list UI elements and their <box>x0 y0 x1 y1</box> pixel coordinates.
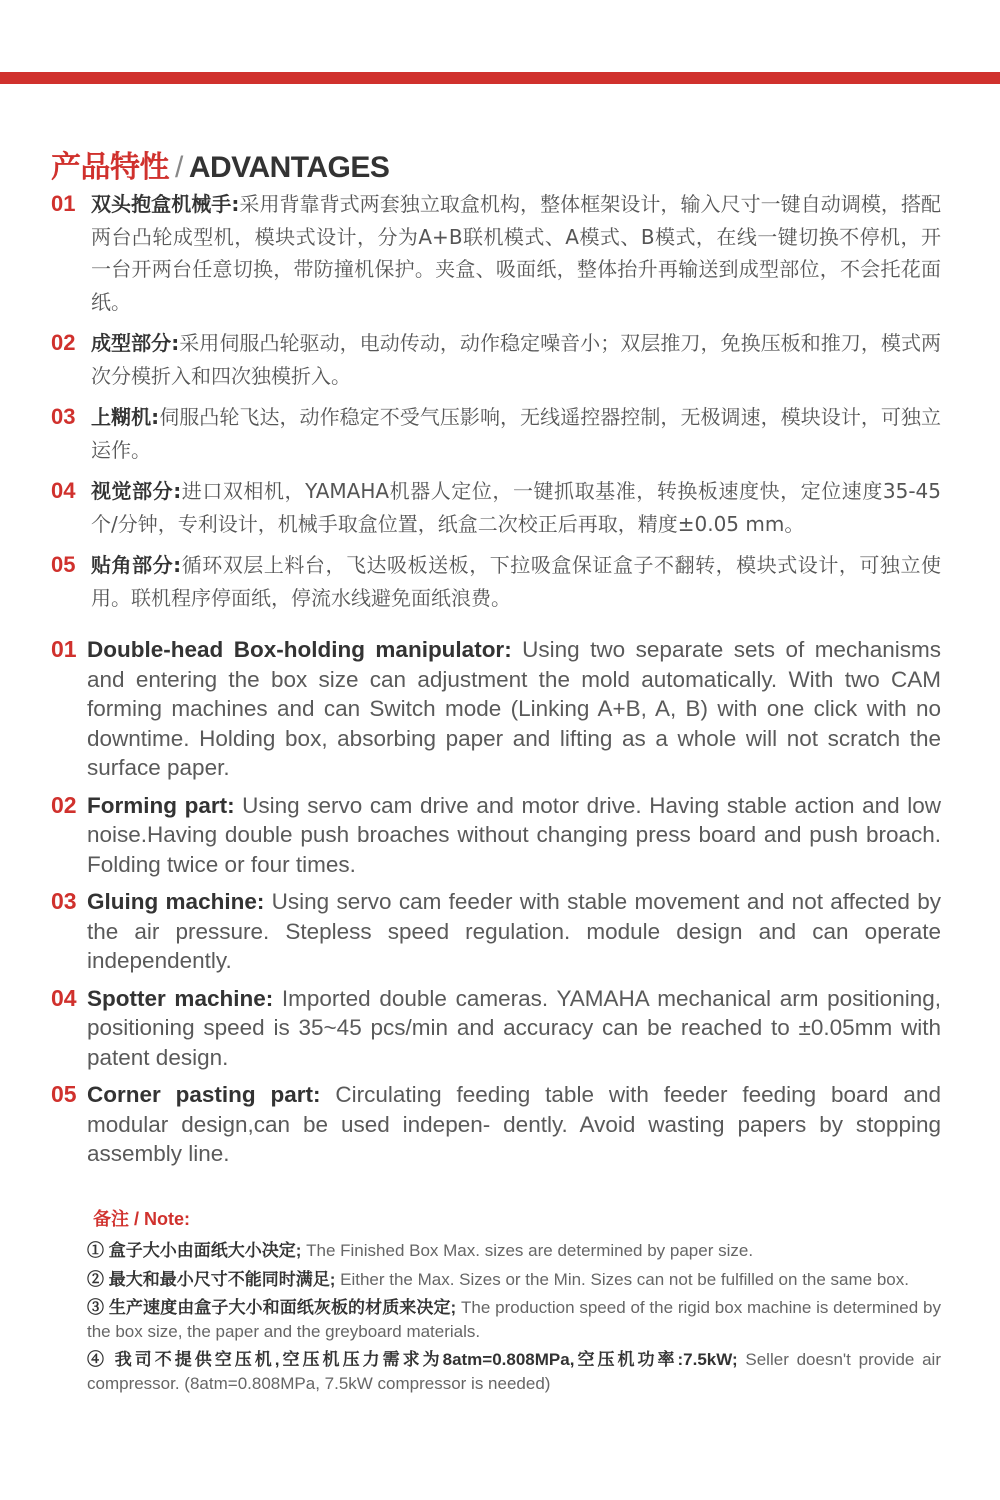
note-label: ① 盒子大小由面纸大小决定; <box>87 1241 302 1260</box>
list-item <box>0 887 1000 976</box>
list-item <box>0 475 1000 540</box>
note-text: Either the Max. Sizes or the Min. Sizes can not be fulfilled on the same box. <box>340 1269 909 1289</box>
list-item <box>0 984 1000 1073</box>
item-text: Using servo cam feeder with stable movement and not affected by the air pressure. Stepless speed regulation. module design and can operate independently. <box>87 889 942 973</box>
item-label: 上糊机: <box>91 405 160 429</box>
item-number: 04 <box>51 478 76 503</box>
note-label: ② 最大和最小尺寸不能同时满足; <box>87 1269 336 1289</box>
section-title <box>51 142 389 186</box>
top-accent-bar <box>0 72 1000 84</box>
item-label: Gluing machine: <box>87 889 265 914</box>
title-separator: / <box>175 151 183 184</box>
item-label: Corner pasting part: <box>87 1082 321 1107</box>
item-text: 采用背靠背式两套独立取盒机构，整体框架设计，输入尺寸一键自动调模，搭配两台凸轮成型机，模块式设计，分为A+B联机模式、A模式、B模式，在线一键切换不停机，开一台开两台任意切换，带防撞机保护。夹盒、吸面纸，整体抬升再输送到成型部位，不会托花面纸。 <box>91 192 942 314</box>
note-text: Seller doesn't provide air compressor. (8atm=0.808MPa, 7.5kW compressor is needed) <box>87 1350 941 1393</box>
item-text: Circulating feeding table with feeder feeding board and modular design,can be used indepen- dently. Avoid wasting papers by stopping assembly line. <box>87 1082 941 1166</box>
item-text: 循环双层上料台，飞达吸板送板，下拉吸盒保证盒子不翻转，模块式设计，可独立使用。联机程序停面纸，停流水线避免面纸浪费。 <box>91 553 942 610</box>
item-number: 01 <box>51 636 77 662</box>
item-number: 03 <box>51 888 77 914</box>
note-item <box>87 1296 941 1343</box>
note-text: The production speed of the rigid box machine is determined by the box size, the paper and the greyboard materials. <box>87 1298 941 1341</box>
item-label: Forming part: <box>87 792 235 818</box>
item-text: 采用伺服凸轮驱动，电动传动，动作稳定噪音小；双层推刀，免换压板和推刀，模式两次分模折入和四次独模折入。 <box>91 331 942 388</box>
note-text: The Finished Box Max. sizes are determined by paper size. <box>306 1241 754 1260</box>
item-number: 03 <box>51 404 76 429</box>
note-item <box>87 1239 941 1263</box>
item-text: 进口双相机，YAMAHA机器人定位，一键抓取基准，转换板速度快，定位速度35-45个/分钟，专利设计，机械手取盒位置，纸盒二次校正后再取，精度±0.05 mm。 <box>91 479 942 536</box>
note-item <box>87 1268 941 1292</box>
item-label: 成型部分: <box>91 331 180 355</box>
item-label: 视觉部分: <box>91 479 182 503</box>
item-number: 02 <box>51 791 77 818</box>
item-text: Using two separate sets of mechanisms and entering the box size can adjustment the mold automatically. With two CAM forming machines and can Switch mode (Linking A+B, A, B) with one click with no downtime. Holding box, absorbing paper and lifting as a whole will not scratch the surface paper. <box>87 637 941 780</box>
note-label: ③ 生产速度由盒子大小和面纸灰板的材质来决定; <box>87 1298 457 1317</box>
list-item <box>0 1080 1000 1169</box>
list-item <box>0 549 1000 614</box>
item-label: 贴角部分: <box>91 553 182 577</box>
chinese-advantages-list <box>0 188 1000 623</box>
note-label: ④ 我司不提供空压机,空压机压力需求为8atm=0.808MPa,空压机功率:7.5kW; <box>87 1350 738 1369</box>
item-number: 05 <box>51 1081 77 1107</box>
english-advantages-list <box>0 635 1000 1177</box>
item-number: 02 <box>51 330 76 355</box>
list-item <box>0 327 1000 392</box>
item-label: 双头抱盒机械手: <box>91 192 240 216</box>
item-text: Imported double cameras. YAMAHA mechanical arm positioning, positioning speed is 35~45 pcs/min and accuracy can be reached to ±0.05mm with patent design. <box>87 985 941 1070</box>
item-text: 伺服凸轮飞达，动作稳定不受气压影响，无线遥控器控制，无极调速，模块设计，可独立运作。 <box>91 405 942 462</box>
notes-section <box>87 1205 941 1400</box>
item-number: 05 <box>51 552 76 577</box>
notes-title: 备注 / Note: <box>93 1209 190 1229</box>
list-item <box>0 401 1000 466</box>
item-label: Double-head Box-holding manipulator: <box>87 637 512 662</box>
note-item <box>87 1348 941 1395</box>
list-item <box>0 188 1000 318</box>
list-item <box>0 791 1000 880</box>
item-text: Using servo cam drive and motor drive. Having stable action and low noise.Having double push broaches without changing press board and push broach. Folding twice or four times. <box>87 792 941 877</box>
item-number: 04 <box>51 984 77 1011</box>
title-english: ADVANTAGES <box>188 151 390 184</box>
item-number: 01 <box>51 191 76 216</box>
title-chinese: 产品特性 <box>51 151 169 184</box>
list-item <box>0 635 1000 783</box>
item-label: Spotter machine: <box>87 985 274 1011</box>
